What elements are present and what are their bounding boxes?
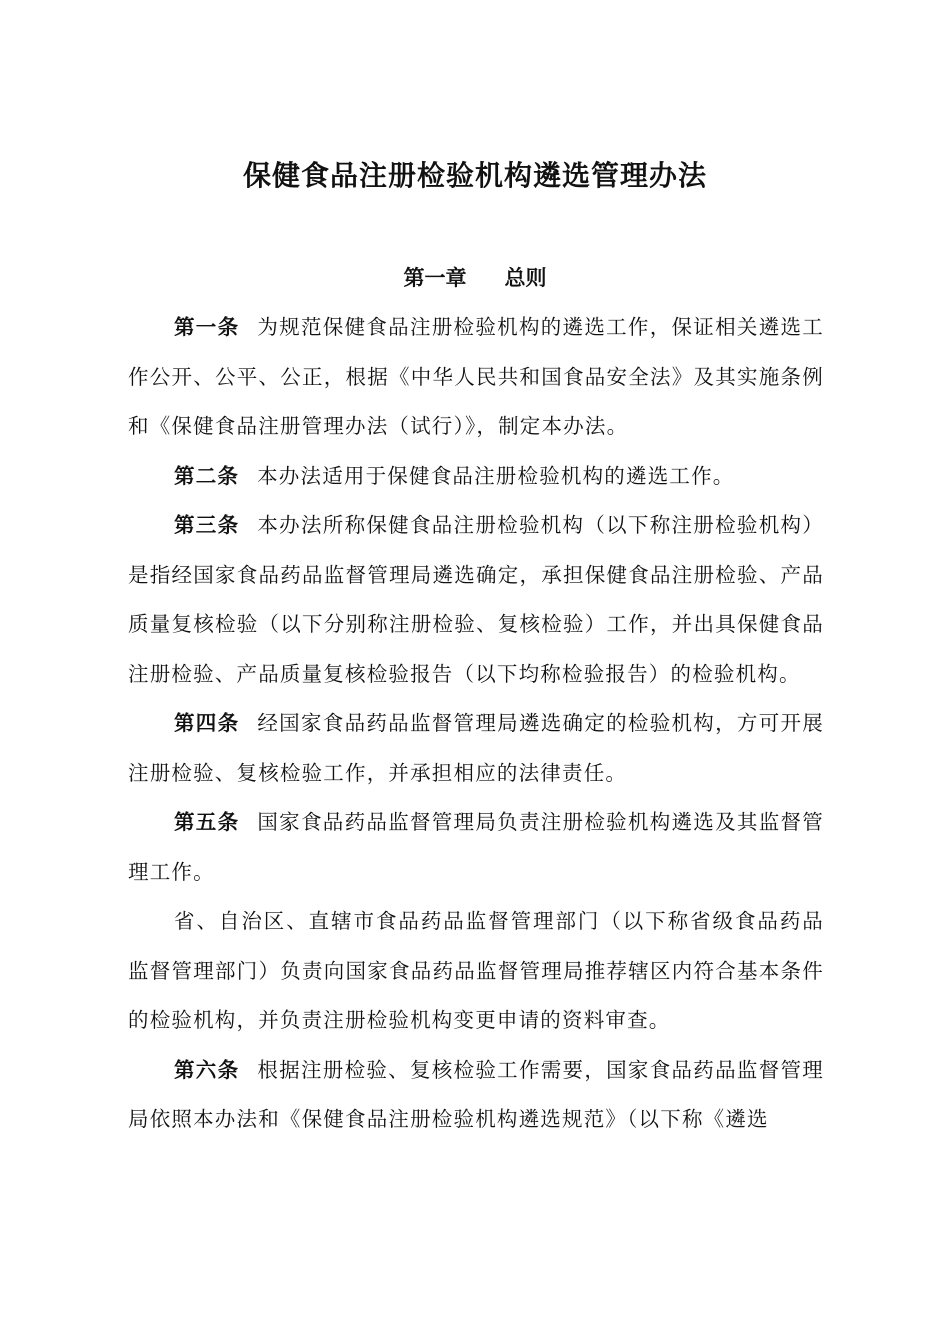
chapter-name: 总则: [504, 265, 547, 290]
article-4: [128, 699, 824, 798]
article-label: 第一条: [174, 315, 240, 339]
article-text: 国家食品药品监督管理局负责注册检验机构遴选及其监督管理工作。: [128, 810, 824, 884]
article-3: [128, 501, 824, 699]
article-label: 第三条: [174, 513, 240, 537]
article-label: 第四条: [174, 711, 240, 735]
article-2: [128, 452, 824, 502]
document-body: [128, 303, 824, 1145]
article-5-clause-2: [128, 897, 824, 1046]
article-5: [128, 798, 824, 897]
article-label: 第五条: [174, 810, 240, 834]
article-text: 本办法适用于保健食品注册检验机构的遴选工作。: [257, 463, 735, 488]
article-text: 为规范保健食品注册检验机构的遴选工作，保证相关遴选工作公开、公平、公正，根据《中华人民共和国食品安全法》及其实施条例和《保健食品注册管理办法（试行）》，制定本办法。: [128, 315, 824, 438]
article-label: 第六条: [174, 1057, 240, 1082]
article-label: 第二条: [174, 463, 240, 488]
chapter-number: 第一章: [403, 265, 467, 290]
article-1: [128, 303, 824, 452]
article-text: 省、自治区、直辖市食品药品监督管理部门（以下称省级食品药品监督管理部门）负责向国家食品药品监督管理局推荐辖区内符合基本条件的检验机构，并负责注册检验机构变更申请的资料审查。: [128, 909, 824, 1032]
article-6: [128, 1046, 824, 1145]
document-title: 保健食品注册检验机构遴选管理办法: [242, 159, 707, 192]
article-text: 根据注册检验、复核检验工作需要，国家食品药品监督管理局依照本办法和《保健食品注册检验机构遴选规范》（以下称《遴选: [128, 1057, 824, 1131]
article-text: 经国家食品药品监督管理局遴选确定的检验机构，方可开展注册检验、复核检验工作，并承担相应的法律责任。: [128, 711, 824, 785]
chapter-heading: [0, 262, 950, 292]
article-text: 本办法所称保健食品注册检验机构（以下称注册检验机构）是指经国家食品药品监督管理局遴选确定，承担保健食品注册检验、产品质量复核检验（以下分别称注册检验、复核检验）工作，并出具保健食品注册检验、产品质量复核检验报告（以下均称检验报告）的检验机构。: [128, 513, 824, 686]
